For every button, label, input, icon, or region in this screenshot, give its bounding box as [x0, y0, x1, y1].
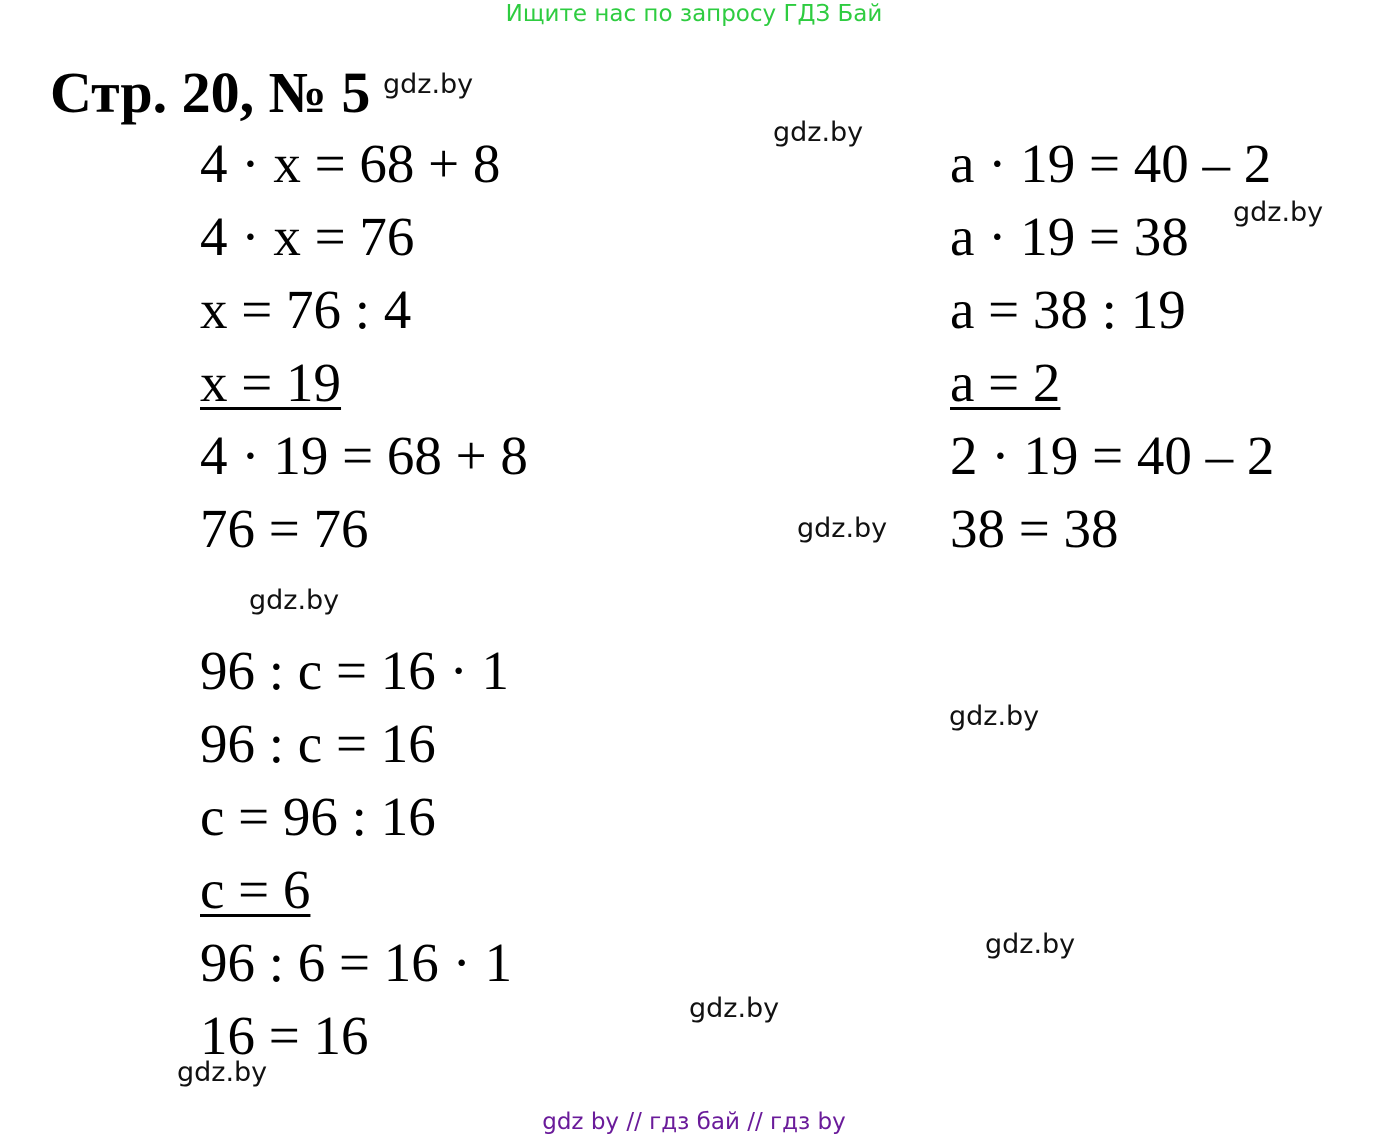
check-result: 16 = 16	[200, 1005, 369, 1066]
check-line: 96 : 6 = 16 · 1	[200, 932, 513, 993]
page-title: Стр. 20, № 5	[50, 60, 371, 125]
watermark: gdz.by	[249, 585, 340, 616]
equation-line: 4 · x = 68 + 8	[200, 133, 501, 194]
equation-line: 4 · x = 76	[200, 206, 415, 267]
answer-line	[200, 853, 512, 926]
solution-x	[200, 127, 528, 565]
answer-line	[950, 346, 1274, 419]
solution-c	[200, 634, 512, 1072]
watermark: gdz.by	[773, 117, 864, 148]
equation-line: a · 19 = 40 – 2	[950, 133, 1272, 194]
equation-line: c = 96 : 16	[200, 786, 436, 847]
equation-line: 96 : c = 16	[200, 713, 436, 774]
solution-a	[950, 127, 1274, 565]
equation-line: x = 76 : 4	[200, 279, 412, 340]
watermark: gdz.by	[1233, 197, 1324, 228]
answer-text: c = 6	[200, 859, 311, 920]
watermark: gdz.by	[177, 1057, 268, 1088]
footer-links: gdz by // гдз бай // гдз by	[542, 1109, 846, 1135]
equation-line: 96 : c = 16 · 1	[200, 640, 510, 701]
watermark: gdz.by	[985, 929, 1076, 960]
check-line: 2 · 19 = 40 – 2	[950, 425, 1275, 486]
check-line: 4 · 19 = 68 + 8	[200, 425, 528, 486]
watermark: gdz.by	[949, 701, 1040, 732]
answer-text: a = 2	[950, 352, 1061, 413]
answer-line	[200, 346, 528, 419]
watermark: gdz.by	[383, 69, 474, 100]
watermark: gdz.by	[689, 993, 780, 1024]
equation-line: a · 19 = 38	[950, 206, 1189, 267]
watermark: gdz.by	[797, 513, 888, 544]
check-result: 76 = 76	[200, 498, 369, 559]
top-banner: Ищите нас по запросу ГДЗ Бай	[505, 1, 883, 27]
answer-text: x = 19	[200, 352, 342, 413]
check-result: 38 = 38	[950, 498, 1119, 559]
equation-line: a = 38 : 19	[950, 279, 1186, 340]
